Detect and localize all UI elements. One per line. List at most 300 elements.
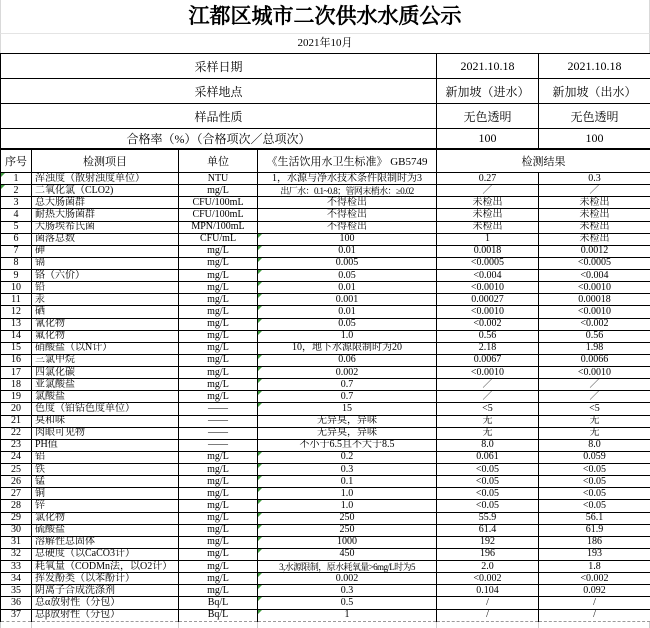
cell-r2[interactable] [539, 342, 650, 354]
cell-r2[interactable] [539, 536, 650, 548]
cell-text: 氰化物 [35, 318, 65, 330]
cell-r1[interactable] [437, 609, 539, 621]
cell-sn[interactable] [1, 597, 32, 609]
cell-unit[interactable] [179, 573, 258, 585]
cell-r1[interactable] [437, 233, 539, 245]
cell-standard[interactable] [258, 209, 437, 221]
table-row [1, 524, 650, 536]
cell-text: mg/L [207, 463, 229, 475]
cell-r1[interactable] [437, 585, 539, 597]
cell-r1[interactable] [437, 561, 539, 573]
cell-standard[interactable] [258, 379, 437, 391]
cell-sn[interactable] [1, 306, 32, 318]
cell-r2[interactable] [539, 233, 650, 245]
cell-text: 1 [485, 233, 490, 245]
cell-item[interactable] [32, 245, 179, 257]
cell-r1[interactable] [437, 403, 539, 415]
cell-standard[interactable] [258, 561, 437, 573]
cell-standard[interactable] [258, 451, 437, 463]
cell-sn[interactable] [1, 536, 32, 548]
cell-unit[interactable] [179, 245, 258, 257]
cell-sn[interactable] [1, 294, 32, 306]
cell-sn[interactable] [1, 209, 32, 221]
cell-sn[interactable] [1, 367, 32, 379]
cell-unit[interactable] [179, 512, 258, 524]
cell-sn[interactable] [1, 185, 32, 197]
excel-error-indicator-icon [258, 367, 262, 371]
cell-sn[interactable] [1, 391, 32, 403]
cell-sn[interactable] [1, 573, 32, 585]
cell-r1[interactable] [437, 573, 539, 585]
cell-sn[interactable] [1, 270, 32, 282]
cell-standard[interactable] [258, 476, 437, 488]
cell-r2[interactable] [539, 185, 650, 197]
cell-item[interactable] [32, 561, 179, 573]
cell-sn[interactable] [1, 403, 32, 415]
cell-r1[interactable] [437, 427, 539, 439]
cell-sn[interactable] [1, 451, 32, 463]
cell-standard[interactable] [258, 367, 437, 379]
cell-text: <0.0010 [470, 281, 505, 293]
cell-sn[interactable] [1, 173, 32, 185]
cell-text: 15 [11, 342, 21, 354]
table-row [1, 403, 650, 415]
cell-sn[interactable] [1, 488, 32, 500]
cell-unit[interactable] [179, 548, 258, 560]
cell-item[interactable] [32, 379, 179, 391]
cell-unit[interactable] [179, 342, 258, 354]
sampling-date-inlet[interactable]: 2021.10.18 [437, 54, 539, 79]
cell-r2[interactable] [539, 367, 650, 379]
cell-sn[interactable] [1, 330, 32, 342]
cell-item[interactable] [32, 173, 179, 185]
cell-unit[interactable] [179, 306, 258, 318]
cell-item[interactable] [32, 451, 179, 463]
cell-text: ／ [482, 390, 493, 402]
cell-sn[interactable] [1, 282, 32, 294]
cell-item[interactable] [32, 536, 179, 548]
cell-standard[interactable] [258, 585, 437, 597]
cell-r1[interactable] [437, 451, 539, 463]
cell-unit[interactable] [179, 403, 258, 415]
cell-sn[interactable] [1, 524, 32, 536]
cell-standard[interactable] [258, 330, 437, 342]
cell-text: 1000 [337, 536, 357, 548]
cell-item[interactable] [32, 367, 179, 379]
cell-r2[interactable] [539, 221, 650, 233]
cell-text: mg/L [207, 451, 229, 463]
cell-text: 臭和味 [35, 415, 65, 427]
sampling-location-outlet[interactable]: 新加坡（出水） [539, 79, 650, 104]
cell-text: 出厂水：0.1~0.8；管网末梢水：≥0.02 [280, 185, 414, 196]
cell-sn[interactable] [1, 500, 32, 512]
sample-nature-inlet[interactable]: 无色透明 [437, 104, 539, 129]
cell-r2[interactable] [539, 476, 650, 488]
cell-sn[interactable] [1, 354, 32, 366]
cell-standard[interactable] [258, 354, 437, 366]
cell-text: 250 [339, 524, 355, 536]
cell-standard[interactable] [258, 597, 437, 609]
cell-standard[interactable] [258, 306, 437, 318]
cell-r1[interactable] [437, 306, 539, 318]
cell-standard[interactable] [258, 548, 437, 560]
cell-unit[interactable] [179, 524, 258, 536]
cell-item[interactable] [32, 488, 179, 500]
cell-item[interactable] [32, 476, 179, 488]
excel-error-indicator-icon [258, 258, 262, 262]
cell-text: 20 [11, 402, 21, 414]
cell-sn[interactable] [1, 561, 32, 573]
cell-unit[interactable] [179, 391, 258, 403]
cell-item[interactable] [32, 415, 179, 427]
cell-r1[interactable] [437, 270, 539, 282]
cell-r2[interactable] [539, 524, 650, 536]
cell-sn[interactable] [1, 512, 32, 524]
cell-item[interactable] [32, 221, 179, 233]
table-row [1, 427, 650, 439]
cell-r2[interactable] [539, 585, 650, 597]
cell-r2[interactable] [539, 464, 650, 476]
cell-unit[interactable] [179, 536, 258, 548]
cell-standard[interactable] [258, 245, 437, 257]
cell-r2[interactable] [539, 403, 650, 415]
cell-item[interactable] [32, 197, 179, 209]
cell-text: 0.005 [335, 257, 359, 269]
excel-error-indicator-icon [258, 246, 262, 250]
cell-sn[interactable] [1, 318, 32, 330]
cell-standard[interactable] [258, 536, 437, 548]
cell-text: 3,水源限制，原水耗氧量>6mg/L时为5 [279, 561, 415, 572]
cell-standard[interactable] [258, 512, 437, 524]
cell-r2[interactable] [539, 330, 650, 342]
cell-r1[interactable] [437, 439, 539, 451]
cell-r2[interactable] [539, 354, 650, 366]
cell-unit[interactable] [179, 257, 258, 269]
cell-text: mg/L [207, 330, 229, 342]
pass-rate-inlet[interactable]: 100 [437, 129, 539, 149]
cell-unit[interactable] [179, 173, 258, 185]
cell-r1[interactable] [437, 221, 539, 233]
cell-text: mg/L [207, 512, 229, 524]
cell-text: 7 [13, 245, 19, 257]
cell-text: 61.4 [478, 524, 497, 536]
table-row [1, 54, 650, 79]
header-test-result[interactable]: 检测结果 [437, 150, 650, 173]
pass-rate-label[interactable]: 合格率（%）（合格项次／总项次） [1, 129, 437, 149]
cell-unit[interactable] [179, 233, 258, 245]
cell-r2[interactable] [539, 512, 650, 524]
cell-r1[interactable] [437, 379, 539, 391]
cell-r2[interactable] [539, 245, 650, 257]
cell-text: 32 [11, 548, 21, 560]
header-unit[interactable]: 单位 [179, 150, 258, 173]
sample-nature-outlet[interactable]: 无色透明 [539, 104, 650, 129]
cell-unit[interactable] [179, 451, 258, 463]
excel-error-indicator-icon [258, 585, 262, 589]
cell-r2[interactable] [539, 270, 650, 282]
cell-standard[interactable] [258, 257, 437, 269]
cell-r1[interactable] [437, 173, 539, 185]
cell-r2[interactable] [539, 415, 650, 427]
cell-r1[interactable] [437, 548, 539, 560]
cell-unit[interactable] [179, 585, 258, 597]
cell-item[interactable] [32, 391, 179, 403]
cell-sn[interactable] [1, 439, 32, 451]
cell-r2[interactable] [539, 451, 650, 463]
cell-item[interactable] [32, 464, 179, 476]
cell-sn[interactable] [1, 342, 32, 354]
header-standard[interactable]: 《生活饮用水卫生标准》 GB5749 [258, 150, 437, 173]
cell-item[interactable] [32, 439, 179, 451]
cell-unit[interactable] [179, 330, 258, 342]
sampling-location-label[interactable]: 采样地点 [1, 79, 437, 104]
cell-unit[interactable] [179, 294, 258, 306]
cell-r1[interactable] [437, 257, 539, 269]
cell-r1[interactable] [437, 476, 539, 488]
cell-r2[interactable] [539, 282, 650, 294]
cell-r1[interactable] [437, 245, 539, 257]
cell-sn[interactable] [1, 609, 32, 621]
cell-sn[interactable] [1, 379, 32, 391]
cell-r1[interactable] [437, 354, 539, 366]
cell-unit[interactable] [179, 318, 258, 330]
cell-standard[interactable] [258, 488, 437, 500]
cell-standard[interactable] [258, 294, 437, 306]
cell-sn[interactable] [1, 585, 32, 597]
cell-item[interactable] [32, 354, 179, 366]
cell-standard[interactable] [258, 221, 437, 233]
cell-text: 186 [587, 536, 602, 548]
cell-r2[interactable] [539, 306, 650, 318]
cell-item[interactable] [32, 294, 179, 306]
cell-item[interactable] [32, 257, 179, 269]
cell-text: 21 [11, 415, 21, 427]
cell-r2[interactable] [539, 439, 650, 451]
cell-standard[interactable] [258, 609, 437, 621]
cell-unit[interactable] [179, 439, 258, 451]
cell-item[interactable] [32, 209, 179, 221]
cell-text: 3 [13, 196, 19, 208]
cell-r1[interactable] [437, 524, 539, 536]
cell-text: 未检出 [472, 221, 503, 233]
cell-text: <0.05 [582, 463, 607, 475]
cell-r2[interactable] [539, 209, 650, 221]
cell-r2[interactable] [539, 391, 650, 403]
cell-unit[interactable] [179, 415, 258, 427]
cell-text: mg/L [207, 499, 229, 511]
cell-r2[interactable] [539, 173, 650, 185]
cell-text: / [486, 596, 489, 608]
cell-standard[interactable] [258, 270, 437, 282]
cell-unit[interactable] [179, 221, 258, 233]
sampling-date-label[interactable]: 采样日期 [1, 54, 437, 79]
cell-r1[interactable] [437, 536, 539, 548]
cell-r1[interactable] [437, 330, 539, 342]
cell-text: 1，水源与净水技术条件限制时为3 [272, 172, 422, 184]
cell-r2[interactable] [539, 294, 650, 306]
cell-unit[interactable] [179, 500, 258, 512]
cell-standard[interactable] [258, 185, 437, 197]
cell-text: CFU/100mL [192, 208, 244, 220]
cell-text: 11 [11, 293, 21, 305]
cell-text: 浑浊度（散射浊度单位） [35, 172, 145, 184]
cell-unit[interactable] [179, 282, 258, 294]
cell-text: 0.7 [340, 390, 354, 402]
cell-r2[interactable] [539, 257, 650, 269]
cell-item[interactable] [32, 318, 179, 330]
cell-r2[interactable] [539, 488, 650, 500]
cell-r1[interactable] [437, 197, 539, 209]
cell-standard[interactable] [258, 415, 437, 427]
cell-unit[interactable] [179, 476, 258, 488]
cell-standard[interactable] [258, 282, 437, 294]
cell-text: 未检出 [579, 196, 610, 208]
cell-sn[interactable] [1, 476, 32, 488]
cell-r1[interactable] [437, 209, 539, 221]
cell-text: ／ [482, 184, 493, 196]
cell-r2[interactable] [539, 573, 650, 585]
cell-unit[interactable] [179, 379, 258, 391]
cell-r2[interactable] [539, 597, 650, 609]
cell-text: 36 [11, 596, 21, 608]
sampling-date-outlet[interactable]: 2021.10.18 [539, 54, 650, 79]
cell-item[interactable] [32, 573, 179, 585]
cell-r1[interactable] [437, 488, 539, 500]
cell-r2[interactable] [539, 548, 650, 560]
cell-r1[interactable] [437, 367, 539, 379]
cell-standard[interactable] [258, 524, 437, 536]
cell-standard[interactable] [258, 464, 437, 476]
cell-item[interactable] [32, 609, 179, 621]
table-row [1, 488, 650, 500]
cell-r1[interactable] [437, 597, 539, 609]
cell-text: 1.8 [588, 560, 601, 572]
cell-sn[interactable] [1, 257, 32, 269]
cell-sn[interactable] [1, 233, 32, 245]
sample-info-table [0, 53, 650, 149]
cell-sn[interactable] [1, 548, 32, 560]
cell-standard[interactable] [258, 173, 437, 185]
cell-r1[interactable] [437, 500, 539, 512]
cell-item[interactable] [32, 500, 179, 512]
cell-sn[interactable] [1, 427, 32, 439]
cell-standard[interactable] [258, 573, 437, 585]
cell-r1[interactable] [437, 342, 539, 354]
cell-item[interactable] [32, 185, 179, 197]
cell-item[interactable] [32, 270, 179, 282]
cell-r1[interactable] [437, 318, 539, 330]
cell-unit[interactable] [179, 488, 258, 500]
cell-r2[interactable] [539, 609, 650, 621]
cell-unit[interactable] [179, 209, 258, 221]
cell-item[interactable] [32, 548, 179, 560]
cell-standard[interactable] [258, 439, 437, 451]
cell-standard[interactable] [258, 233, 437, 245]
excel-error-indicator-icon [1, 185, 5, 189]
header-test-item[interactable]: 检测项目 [32, 150, 179, 173]
cell-item[interactable] [32, 282, 179, 294]
table-row [1, 500, 650, 512]
cell-item[interactable] [32, 306, 179, 318]
cell-standard[interactable] [258, 342, 437, 354]
cell-r1[interactable] [437, 391, 539, 403]
cell-r2[interactable] [539, 318, 650, 330]
cell-r2[interactable] [539, 379, 650, 391]
cell-r1[interactable] [437, 294, 539, 306]
cell-item[interactable] [32, 330, 179, 342]
cell-unit[interactable] [179, 427, 258, 439]
cell-r1[interactable] [437, 185, 539, 197]
cell-text: mg/L [207, 281, 229, 293]
cell-text: / [593, 596, 596, 608]
cell-item[interactable] [32, 597, 179, 609]
cell-unit[interactable] [179, 354, 258, 366]
cell-unit[interactable] [179, 185, 258, 197]
cell-text: 1.0 [340, 330, 354, 342]
cell-unit[interactable] [179, 270, 258, 282]
cell-text: <0.05 [475, 499, 500, 511]
cell-standard[interactable] [258, 197, 437, 209]
cell-r2[interactable] [539, 197, 650, 209]
cell-text: 0.56 [585, 330, 604, 342]
cell-text: <0.0005 [470, 257, 505, 269]
cell-unit[interactable] [179, 597, 258, 609]
cell-sn[interactable] [1, 245, 32, 257]
cell-text: 1.98 [585, 342, 604, 354]
cell-r1[interactable] [437, 415, 539, 427]
cell-text: mg/L [207, 487, 229, 499]
cell-item[interactable] [32, 427, 179, 439]
cell-item[interactable] [32, 403, 179, 415]
cell-standard[interactable] [258, 427, 437, 439]
cell-unit[interactable] [179, 197, 258, 209]
sampling-location-inlet[interactable]: 新加坡（进水） [437, 79, 539, 104]
cell-unit[interactable] [179, 609, 258, 621]
sample-nature-label[interactable]: 样品性质 [1, 104, 437, 129]
header-serial-number[interactable]: 序号 [1, 150, 32, 173]
cell-item[interactable] [32, 585, 179, 597]
cell-text: 铬（六价） [35, 269, 85, 281]
cell-sn[interactable] [1, 464, 32, 476]
cell-r1[interactable] [437, 512, 539, 524]
cell-unit[interactable] [179, 464, 258, 476]
cell-item[interactable] [32, 342, 179, 354]
cell-r2[interactable] [539, 427, 650, 439]
cell-r2[interactable] [539, 500, 650, 512]
cell-text: 0.01 [338, 281, 356, 293]
pass-rate-outlet[interactable]: 100 [539, 129, 650, 149]
cell-sn[interactable] [1, 221, 32, 233]
cell-unit[interactable] [179, 367, 258, 379]
cell-r1[interactable] [437, 464, 539, 476]
cell-standard[interactable] [258, 500, 437, 512]
cell-item[interactable] [32, 524, 179, 536]
cell-standard[interactable] [258, 403, 437, 415]
results-table [0, 149, 650, 622]
cell-sn[interactable] [1, 197, 32, 209]
cell-r2[interactable] [539, 561, 650, 573]
cell-item[interactable] [32, 512, 179, 524]
cell-text: 0.01 [338, 305, 356, 317]
cell-sn[interactable] [1, 415, 32, 427]
cell-item[interactable] [32, 233, 179, 245]
cell-standard[interactable] [258, 391, 437, 403]
cell-r1[interactable] [437, 282, 539, 294]
cell-standard[interactable] [258, 318, 437, 330]
excel-error-indicator-icon [258, 500, 262, 504]
cell-text: 阴离子合成洗涤剂 [35, 584, 115, 596]
cell-unit[interactable] [179, 561, 258, 573]
